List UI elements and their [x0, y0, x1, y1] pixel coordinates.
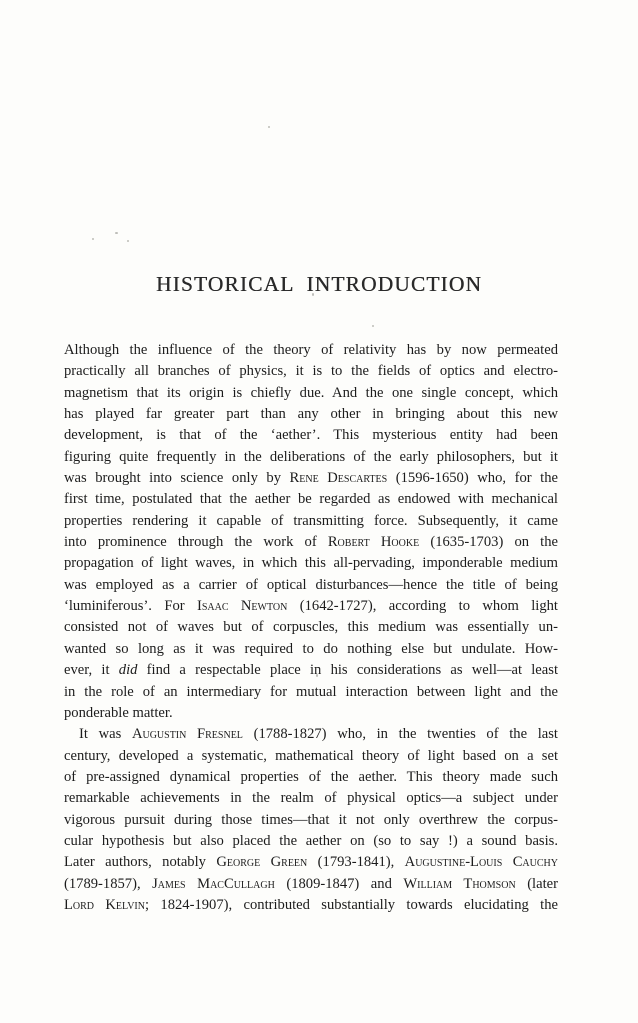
text-line: ‘luminiferous’. For Isaac Newton (1642-1727), according to whom light	[64, 598, 558, 615]
text-line: (1789-1857), James MacCullagh (1809-1847) and William Thomson (later	[64, 875, 558, 892]
text-line: wanted so long as it was required to do nothing else but undulate. How-	[64, 640, 558, 657]
text-line: century, developed a systematic, mathematical theory of light based on a set	[64, 747, 558, 764]
page-title	[0, 272, 638, 297]
scan-speck	[127, 240, 129, 242]
text-line: has played far greater part than any other in bringing about this new	[64, 406, 558, 423]
paragraph-2	[64, 724, 558, 916]
scan-speck	[115, 232, 118, 234]
text-line: Lord Kelvin; 1824-1907), contributed substantially towards elucidating the	[64, 896, 559, 913]
person-name: Augustine-Louis Cauchy	[404, 854, 558, 871]
text-line: cular hypothesis but also placed the aether on (so to say !) a sound basis.	[64, 832, 558, 849]
paragraph-1	[64, 340, 558, 724]
person-name: William Thomson	[403, 875, 516, 892]
text-line: properties rendering it capable of transmitting force. Subsequently, it came	[64, 512, 558, 529]
text-line: practically all branches of physics, it is to the fields of optics and electro-	[64, 363, 558, 380]
text-line: was employed as a carrier of optical disturbances—hence the title of being	[64, 576, 558, 593]
text-line: into prominence through the work of Robert Hooke (1635-1703) on the	[64, 534, 559, 551]
person-name: Robert Hooke	[327, 534, 420, 551]
text-line: of pre-assigned dynamical properties of the aether. This theory made such	[64, 768, 558, 785]
title-word-introduction: INTRODUCTION	[306, 272, 483, 297]
text-line: vigorous pursuit during those times—that it not only overthrew the corpus-	[64, 811, 558, 828]
person-name: James MacCullagh	[152, 875, 275, 892]
scan-speck	[92, 238, 94, 240]
text-line: magnetism that its origin is chiefly due. And the one single concept, which	[64, 384, 558, 401]
text-line: Although the influence of the theory of relativity has by now permeated	[64, 342, 558, 358]
text-line: remarkable achievements in the realm of physical optics—a subject under	[64, 790, 558, 807]
person-name: Augustin Fresnel	[131, 726, 243, 743]
title-word-historical: HISTORICAL	[155, 272, 295, 297]
text-line: It was Augustin Fresnel (1788-1827) who, in the twenties of the last	[79, 726, 558, 743]
body-text	[64, 340, 558, 916]
person-name: Rene Descartes	[289, 470, 388, 487]
text-line: figuring quite frequently in the deliberations of the early philosophers, but it	[64, 448, 558, 465]
text-line: consisted not of waves but of corpuscles, this medium was essentially un-	[64, 619, 558, 636]
emphasis: did	[118, 662, 138, 679]
scan-speck	[268, 126, 270, 128]
text-line: in the role of an intermediary for mutual interaction between light and the	[64, 683, 558, 700]
person-name: Lord Kelvin	[64, 896, 145, 913]
scan-speck	[372, 325, 374, 327]
text-line: first time, postulated that the aether be regarded as endowed with mechanical	[64, 491, 558, 508]
person-name: George Green	[216, 854, 308, 871]
text-line: was brought into science only by Rene Descartes (1596-1650) who, for the	[64, 470, 558, 487]
text-line: Later authors, notably George Green (1793-1841), Augustine-Louis Cauchy	[64, 854, 558, 871]
text-line: ponderable matter.	[64, 704, 173, 721]
person-name: Isaac Newton	[196, 598, 288, 615]
text-line: propagation of light waves, in which this all-pervading, imponderable medium	[64, 555, 558, 572]
text-line: development, is that of the ‘aether’. This mysterious entity had been	[64, 427, 558, 444]
text-line: ever, it did find a respectable place in his considerations as well—at least	[64, 662, 558, 679]
